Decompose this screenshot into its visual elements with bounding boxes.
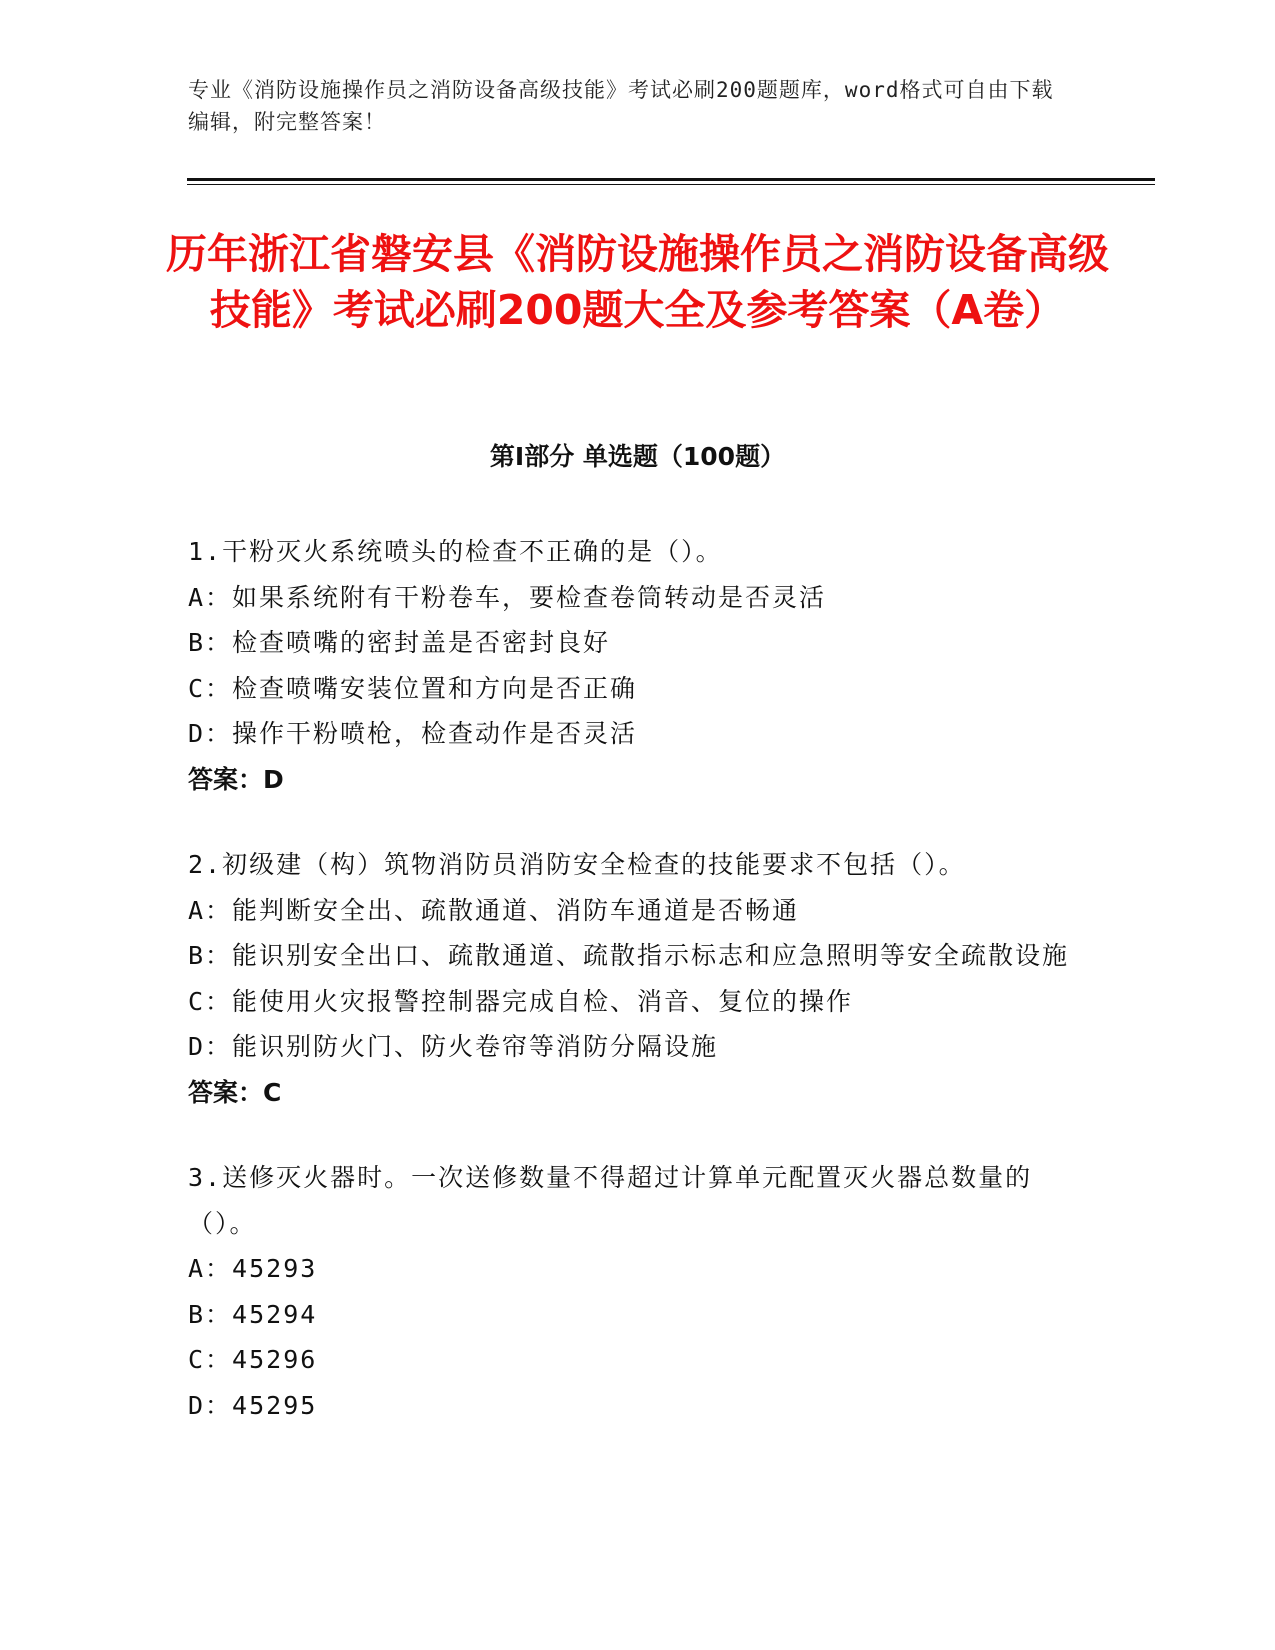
header-divider-thick	[187, 178, 1155, 181]
option-d: D：能识别防火门、防火卷帘等消防分隔设施	[188, 1032, 719, 1061]
question-stem: 2.初级建（构）筑物消防员消防安全检查的技能要求不包括（）。	[188, 850, 966, 879]
answer: 答案：D	[188, 764, 284, 794]
question-stem: 3.送修灭火器时。一次送修数量不得超过计算单元配置灭火器总数量的（）。	[188, 1163, 1033, 1238]
option-c: C：45296	[188, 1345, 318, 1374]
option-b: B：45294	[188, 1299, 318, 1329]
option-d: D：操作干粉喷枪，检查动作是否灵活	[188, 719, 638, 748]
header-note: 专业《消防设施操作员之消防设备高级技能》考试必刷200题题库，word格式可自由下载编辑，附完整答案！	[188, 78, 1054, 134]
option-b: B：能识别安全出口、疏散通道、疏散指示标志和应急照明等安全疏散设施	[188, 941, 1070, 970]
option-c: C：检查喷嘴安装位置和方向是否正确	[188, 673, 638, 703]
option-c: C：能使用火灾报警控制器完成自检、消音、复位的操作	[188, 986, 854, 1016]
option-a: A：能判断安全出、疏散通道、消防车通道是否畅通	[188, 895, 800, 925]
option-a: A：45293	[188, 1254, 318, 1283]
question-list	[188, 529, 1078, 1468]
question-3	[188, 1155, 1078, 1428]
section-title: 第Ⅰ部分 单选题（100题）	[489, 442, 786, 471]
option-d: D：45295	[188, 1390, 318, 1420]
header-divider-thin	[187, 184, 1155, 185]
question-1	[188, 529, 1078, 802]
document-title: 历年浙江省磐安县《消防设施操作员之消防设备高级技能》考试必刷200题大全及参考答案（A卷）	[166, 230, 1109, 334]
option-a: A：如果系统附有干粉卷车，要检查卷筒转动是否灵活	[188, 582, 827, 612]
option-b: B：检查喷嘴的密封盖是否密封良好	[188, 628, 611, 657]
question-stem: 1.干粉灭火系统喷头的检查不正确的是（）。	[188, 537, 723, 566]
answer: 答案：C	[188, 1077, 282, 1107]
question-2	[188, 842, 1078, 1115]
